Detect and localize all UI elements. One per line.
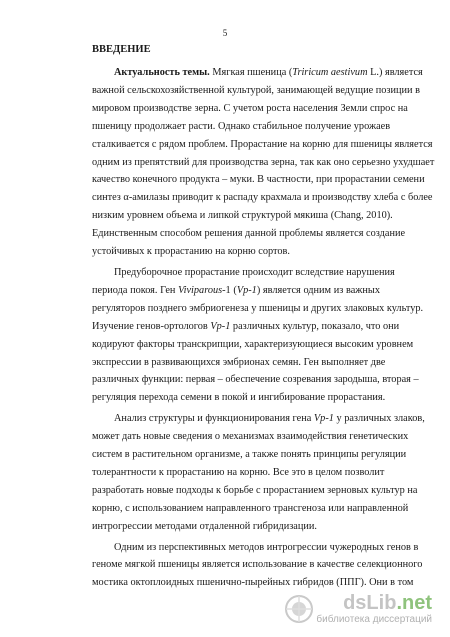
paragraph-3 xyxy=(92,410,425,535)
text-line: качество конечного продукта – муки. В частности, при прорастании семени xyxy=(92,174,425,186)
text-line: может дать новые сведения о механизмах взаимодействия генетических xyxy=(92,431,409,443)
paragraph-4 xyxy=(92,539,423,593)
text-line: геноме мягкой пшеницы является использование в качестве селекционного xyxy=(92,559,423,571)
text-line: мостика октоплоидных пшенично-пырейных гибридов (ППГ). Они в том xyxy=(92,577,414,589)
text-span: -1 ( xyxy=(222,284,237,296)
page-number: 5 xyxy=(222,28,228,38)
text-line: Одним из перспективных методов интрогрессии чужеродных генов в xyxy=(114,541,419,553)
section-heading: ВВЕДЕНИЕ xyxy=(92,44,151,55)
text-line: одним из препятствий для производства зерна, так как оно серьезно ухудшает xyxy=(92,156,435,168)
text-line: важной сельскохозяйственной культурой, занимающей ведущие позиции в xyxy=(92,84,420,96)
text-line: кодируют факторы транскрипции, характеризующиеся высоким уровнем xyxy=(92,338,414,350)
text-line xyxy=(92,64,423,82)
text-span: различных культур, показало, что они xyxy=(230,320,400,332)
text-line: Предуборочное прорастание происходит вследствие нарушения xyxy=(114,266,395,278)
gene-name: Vp-1 xyxy=(210,320,231,332)
watermark-domain xyxy=(343,593,432,613)
bold-phrase: Актуальность темы. xyxy=(114,67,210,78)
text-line: разработать новые подходы к борьбе с прорастанием зерновых культур на xyxy=(92,484,418,496)
body-text xyxy=(92,64,435,592)
text-span: Анализ структуры и функционирования гена xyxy=(114,413,314,425)
text-line: Единственным способом решения данной проблемы является создание xyxy=(92,228,406,240)
text-line: пшеницу продолжает расти. Однако стабильное получение урожаев xyxy=(92,120,391,132)
text-line: синтез α-амилазы приводит к распаду крахмала и производству хлеба с более xyxy=(92,192,433,204)
text-span: Изучение генов-ортологов xyxy=(92,320,211,332)
watermark-text xyxy=(316,593,432,625)
text-span: L.) является xyxy=(367,67,423,78)
gene-name: Vp-1 xyxy=(236,284,257,296)
text-line xyxy=(92,410,425,428)
text-line: сталкивается с рядом проблем. Прорастание на корню для пшеницы является xyxy=(92,138,433,150)
text-line: интрогрессии методами отдаленной гибридизации. xyxy=(92,520,317,532)
text-line: различных функции: первая – обеспечение созревания зародыша, вторая – xyxy=(92,374,419,386)
text-line: толерантности к прорастанию на корню. Все это в целом позволит xyxy=(92,466,385,478)
domain-name: dsLib xyxy=(343,592,397,614)
watermark-subtitle: библиотека диссертаций xyxy=(316,614,432,625)
paragraph-1 xyxy=(92,64,435,261)
text-line xyxy=(92,318,400,336)
text-line: корню, с использованием направленного трансгеноза или направленной xyxy=(92,502,409,514)
text-span: периода покоя. Ген xyxy=(92,284,179,296)
watermark xyxy=(284,591,432,627)
text-line xyxy=(92,282,380,300)
domain-tld: .net xyxy=(396,592,432,614)
paragraph-2 xyxy=(92,264,424,407)
text-line: регуляторов позднего эмбриогенеза у пшеницы и других злаковых культур. xyxy=(92,302,424,314)
text-line: устойчивых к прорастанию на корню сортов. xyxy=(92,246,290,258)
text-line: регуляция перехода семени в покой и ингибирование прорастания. xyxy=(92,392,386,404)
gene-name: Vp-1 xyxy=(313,413,334,425)
text-span: ) является одним из важных xyxy=(256,284,380,296)
library-logo-icon xyxy=(284,594,314,624)
text-line: низким уровнем объема и липкой структурой мякиша (Chang, 2010). xyxy=(92,210,393,222)
gene-name: Viviparous xyxy=(178,284,223,296)
species-name: Triricum aestivum xyxy=(292,67,368,78)
text-line: экспрессии в развивающихся эмбрионах семян. Ген выполняет две xyxy=(92,356,386,368)
text-span: Мягкая пшеница ( xyxy=(209,67,293,78)
text-line: мировом производстве зерна. С учетом роста населения Земли спрос на xyxy=(92,102,408,114)
text-span: у различных злаков, xyxy=(333,413,425,425)
text-line: систем в растительном организме, а также понять принципы регуляции xyxy=(92,449,407,461)
